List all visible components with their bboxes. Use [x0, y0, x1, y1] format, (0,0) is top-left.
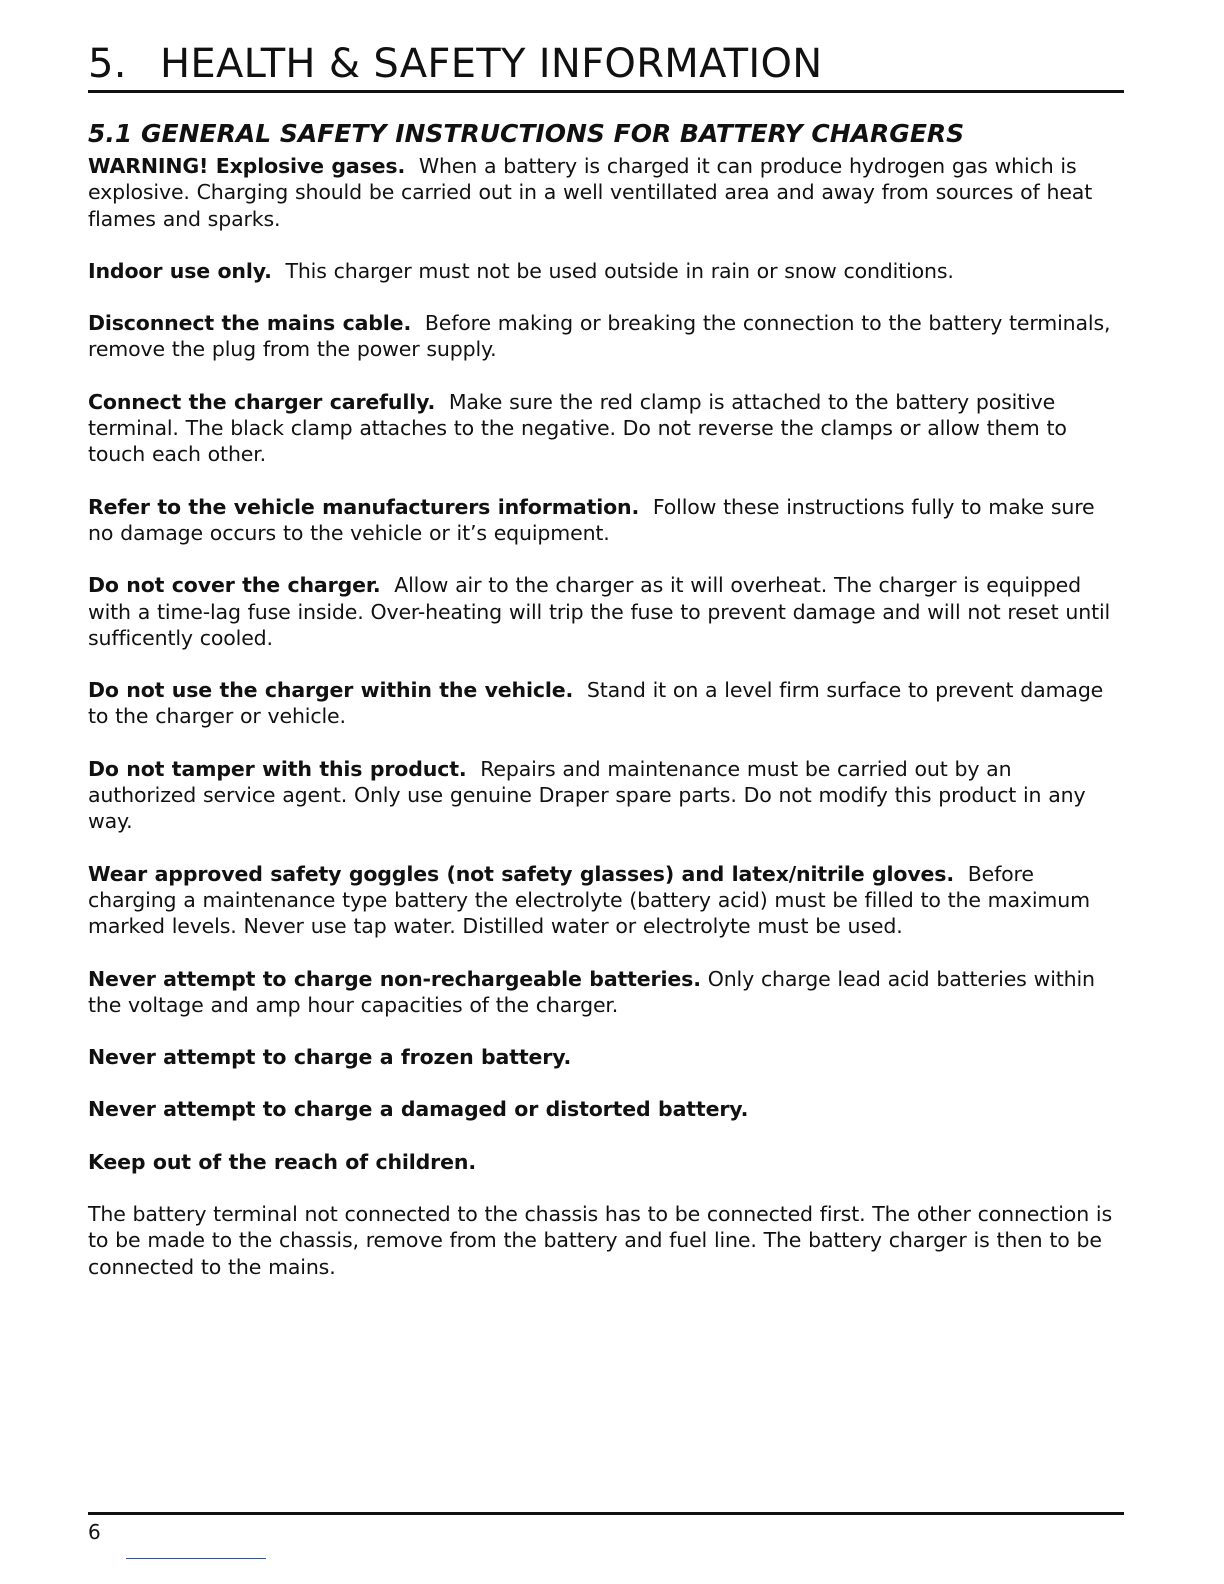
- safety-paragraph-explosive-gases: [88, 153, 1124, 232]
- safety-paragraph-connection-order: [88, 1201, 1124, 1280]
- paragraph-lead: Indoor use only.: [88, 258, 272, 283]
- paragraph-body: Before charging a maintenance type battery the electrolyte (battery acid) must be filled to the maximum marked levels. Never use tap water. Distilled water or electrolyte must be used.: [88, 861, 1090, 939]
- paragraph-lead: Do not cover the charger.: [88, 573, 381, 598]
- paragraph-body: Only charge lead acid batteries within the voltage and amp hour capacities of the charger.: [88, 966, 1095, 1017]
- paragraph-body: Follow these instructions fully to make sure no damage occurs to the vehicle or it’s equipment.: [88, 494, 1095, 545]
- safety-paragraph-children: [88, 1149, 1124, 1175]
- paragraph-lead: Do not use the charger within the vehicle.: [88, 678, 574, 703]
- page-title: [88, 38, 823, 90]
- paragraph-lead: Keep out of the reach of children.: [88, 1149, 476, 1174]
- safety-paragraph-indoor-use: [88, 258, 1124, 284]
- paragraph-body: Stand it on a level firm surface to prevent damage to the charger or vehicle.: [88, 678, 1104, 729]
- chapter-number: 5.: [88, 41, 127, 87]
- paragraph-lead: Connect the charger carefully.: [88, 389, 436, 414]
- page-number: 6: [88, 1520, 101, 1544]
- safety-paragraph-connect-carefully: [88, 389, 1124, 468]
- paragraph-lead: WARNING! Explosive gases.: [88, 154, 406, 178]
- chapter-title: HEALTH & SAFETY INFORMATION: [160, 41, 823, 87]
- safety-paragraph-non-rechargeable: [88, 966, 1124, 1019]
- paragraph-body: Allow air to the charger as it will overheat. The charger is equipped with a time-lag fuse inside. Over-heating will trip the fuse to prevent damage and will not reset until sufficently cooled.: [88, 573, 1111, 650]
- link-underline[interactable]: [126, 1558, 266, 1559]
- paragraph-body: Make sure the red clamp is attached to the battery positive terminal. The black clamp attaches to the negative. Do not reverse the clamps or allow them to touch each other.: [88, 389, 1067, 467]
- safety-paragraph-damaged-battery: [88, 1096, 1124, 1122]
- paragraph-body: Before making or breaking the connection to the battery terminals, remove the plug from the power supply.: [88, 311, 1111, 362]
- header-divider: [88, 90, 1124, 93]
- paragraph-lead: Do not tamper with this product.: [88, 756, 467, 781]
- safety-paragraph-do-not-tamper: [88, 756, 1124, 835]
- paragraph-body: Repairs and maintenance must be carried out by an authorized service agent. Only use genuine Draper spare parts. Do not modify this product in any way.: [88, 756, 1086, 834]
- safety-paragraph-manufacturer-info: [88, 494, 1124, 547]
- safety-paragraph-not-within-vehicle: [88, 677, 1124, 730]
- safety-paragraph-disconnect-mains: [88, 310, 1124, 363]
- paragraph-body: The battery terminal not connected to the chassis has to be connected first. The other connection is to be made to the chassis, remove from the battery and fuel line. The battery charger is then to be connected to the mains.: [88, 1202, 1112, 1279]
- paragraph-body: When a battery is charged it can produce hydrogen gas which is explosive. Charging should be carried out in a well ventillated area and away from sources of heat flames and sparks.: [88, 154, 1093, 231]
- safety-paragraph-frozen-battery: [88, 1044, 1124, 1070]
- paragraph-body: This charger must not be used outside in rain or snow conditions.: [285, 258, 954, 283]
- main-content: [88, 115, 1124, 1306]
- safety-paragraph-do-not-cover: [88, 572, 1124, 651]
- section-heading: 5.1 GENERAL SAFETY INSTRUCTIONS FOR BATTERY CHARGERS: [88, 119, 965, 148]
- paragraph-lead: Never attempt to charge a damaged or distorted battery.: [88, 1097, 749, 1122]
- safety-paragraph-protective-equipment: [88, 861, 1124, 940]
- paragraph-lead: Wear approved safety goggles (not safety glasses) and latex/nitrile gloves.: [88, 861, 954, 886]
- paragraph-lead: Never attempt to charge non-rechargeable batteries.: [88, 966, 701, 991]
- paragraph-lead: Never attempt to charge a frozen battery.: [88, 1045, 572, 1070]
- paragraph-lead: Disconnect the mains cable.: [88, 311, 412, 336]
- paragraph-lead: Refer to the vehicle manufacturers information.: [88, 494, 640, 519]
- footer-divider: [88, 1512, 1124, 1515]
